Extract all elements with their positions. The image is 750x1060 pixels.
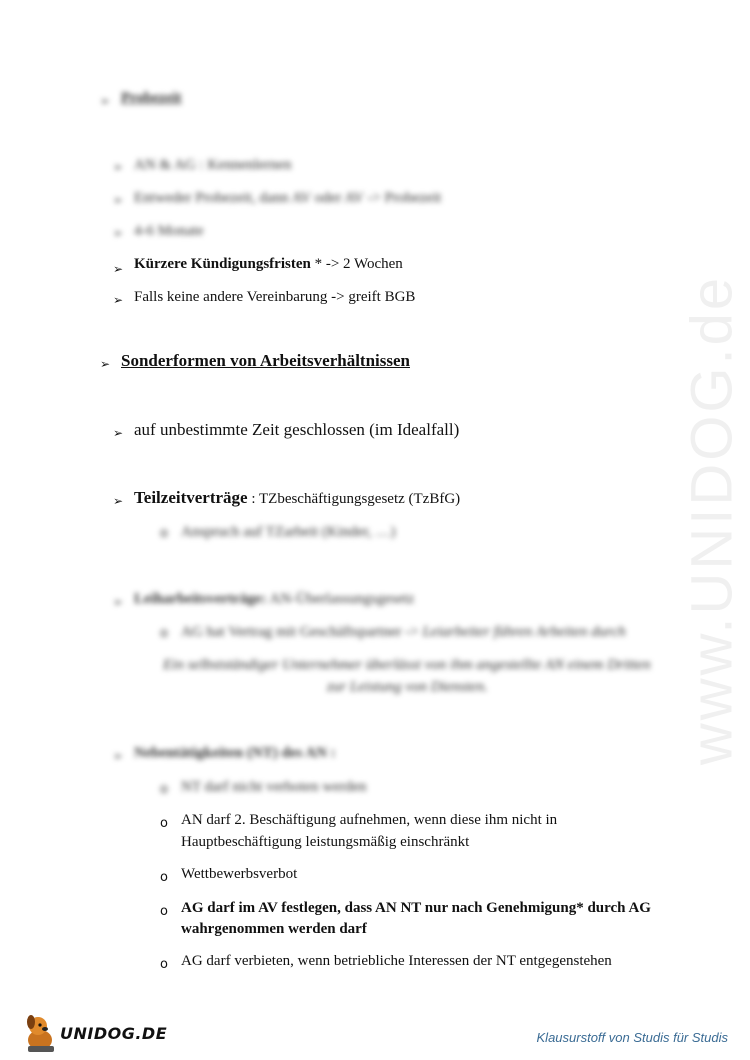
list-item: NT darf nicht verboten werden — [181, 779, 367, 795]
list-item: Wettbewerbsverbot — [181, 866, 298, 882]
bullet-arrow-icon: ➢ — [100, 357, 111, 371]
bullet-arrow-icon: ➢ — [113, 749, 124, 763]
list-item: AG darf im AV festlegen, dass AN NT nur nach Genehmigung* durch AG — [181, 900, 651, 916]
list-item: AG darf verbieten, wenn betriebliche Interessen der NT entgegenstehen — [181, 953, 612, 969]
bullet-arrow-icon: ➢ — [113, 426, 124, 440]
footer-tagline: Klausurstoff von Studis für Studis — [536, 1030, 728, 1045]
list-item: auf unbestimmte Zeit geschlossen (im Idealfall) — [134, 420, 460, 439]
sonderformen-heading: Sonderformen von Arbeitsverhältnissen — [121, 351, 410, 370]
probezeit-heading: Probezeit — [121, 90, 182, 106]
bullet-arrow-icon: ➢ — [113, 193, 124, 207]
teilzeit-bold: Teilzeitverträge — [134, 488, 248, 507]
list-item — [134, 488, 460, 508]
list-item-continuation: Hauptbeschäftigung leistungsmäßig einschränkt — [181, 834, 470, 850]
circle-bullet-icon: o — [160, 626, 168, 641]
bullet-arrow-icon: ➢ — [113, 160, 124, 174]
list-item-continuation: wahrgenommen werden darf — [181, 921, 367, 937]
leiharbeit-definition-line-2: zur Leistung von Diensten. — [327, 679, 488, 695]
dog-mascot-icon — [22, 1010, 62, 1054]
list-item — [134, 591, 414, 608]
list-item: 4-6 Monate — [134, 223, 204, 239]
watermark: www.UNIDOG.de — [679, 274, 745, 766]
list-item: Anspruch auf TZarbeit (Kinder, …) — [181, 524, 396, 540]
bullet-arrow-icon: ➢ — [113, 226, 124, 240]
nebentaetigkeit-heading: Nebentätigkeiten (NT) des AN : — [134, 745, 336, 761]
kuendigung-bold: Kürzere Kündigungsfristen — [134, 256, 311, 272]
logo-text: UNIDOG.DE — [60, 1024, 168, 1043]
unidog-logo — [22, 1010, 172, 1054]
teilzeit-rest: : TZbeschäftigungsgesetz (TzBfG) — [247, 491, 461, 507]
circle-bullet-icon: o — [160, 816, 168, 831]
circle-bullet-icon: o — [160, 870, 168, 885]
circle-bullet-icon: o — [160, 782, 168, 797]
leiharbeit-rest: AN-Überlassungsgesetz — [266, 591, 415, 607]
list-item — [134, 256, 403, 273]
circle-bullet-icon: o — [160, 904, 168, 919]
list-item: AN & AG : Kennenlernen — [134, 157, 292, 173]
circle-bullet-icon: o — [160, 526, 168, 541]
leiharbeit-sub-b: Leiarbeiter führen Arbeiten durch — [422, 624, 626, 640]
bullet-arrow-icon: ➢ — [100, 94, 111, 108]
bullet-arrow-icon: ➢ — [113, 262, 124, 276]
bullet-arrow-icon: ➢ — [113, 494, 124, 508]
leiharbeit-sub-a: AG hat Vertrag mit Geschäftspartner -> — [181, 624, 423, 640]
circle-bullet-icon: o — [160, 957, 168, 972]
leiharbeit-bold: Leiharbeitsverträge: — [134, 591, 267, 607]
leiharbeit-definition-line-1: Ein selbstständiger Unternehmer überlässt von ihm angestellte AN einem Dritten — [163, 657, 651, 673]
list-item: Entweder Probezeit, dann AV oder AV -> Probezeit — [134, 190, 442, 206]
bullet-arrow-icon: ➢ — [113, 595, 124, 609]
list-item: AN darf 2. Beschäftigung aufnehmen, wenn diese ihm nicht in — [181, 812, 558, 828]
bullet-arrow-icon: ➢ — [113, 293, 124, 307]
kuendigung-rest: * -> 2 Wochen — [310, 256, 403, 272]
list-item — [181, 624, 626, 641]
list-item: Falls keine andere Vereinbarung -> greift BGB — [134, 289, 416, 305]
